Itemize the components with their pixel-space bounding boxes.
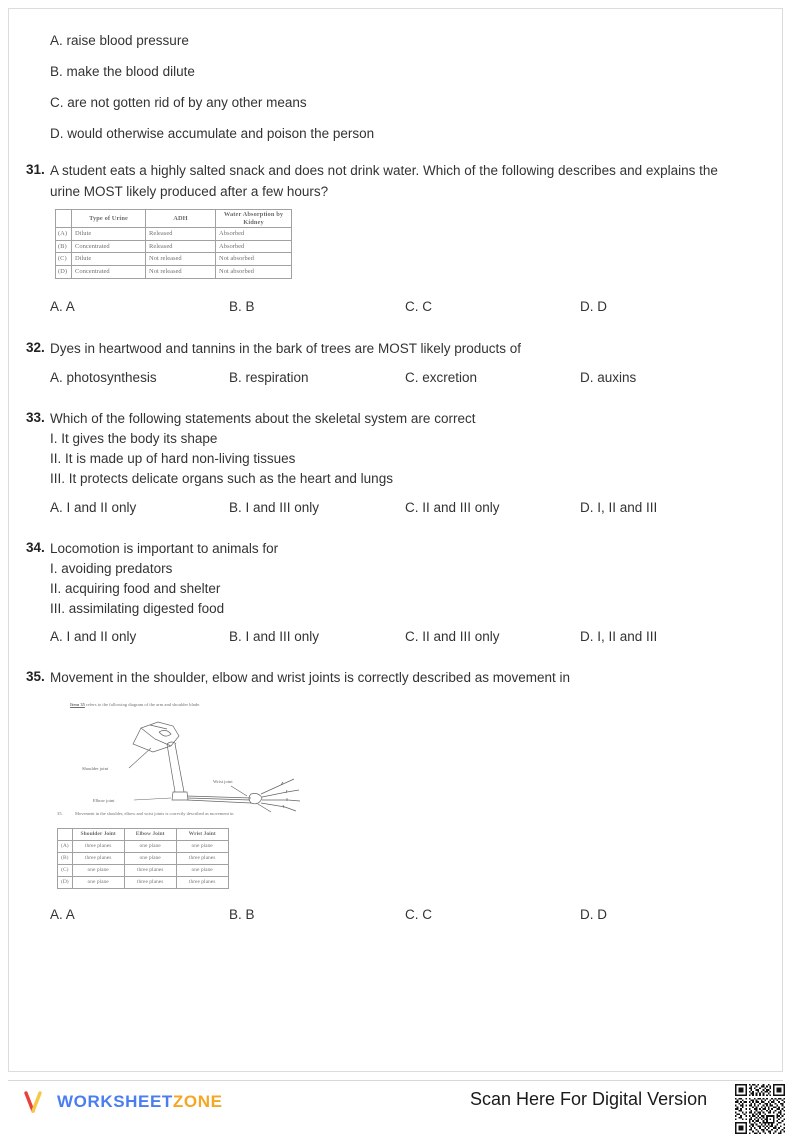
option-d[interactable]: D. I, II and III bbox=[580, 500, 658, 515]
option-a[interactable]: A. I and II only bbox=[50, 629, 137, 644]
option-a[interactable]: A. photosynthesis bbox=[50, 370, 157, 385]
option-b[interactable]: B. respiration bbox=[229, 370, 309, 385]
option-a[interactable]: A. A bbox=[50, 299, 75, 314]
cell-wrist: one plane bbox=[176, 865, 228, 877]
question-35-options bbox=[9, 904, 782, 926]
option-c[interactable]: C. II and III only bbox=[405, 500, 500, 515]
label-shoulder-joint: Shoulder joint bbox=[82, 766, 109, 771]
cell-adh: Released bbox=[146, 228, 216, 241]
question-34-statements bbox=[50, 559, 782, 619]
logo-mark-icon bbox=[24, 1090, 50, 1114]
scan-here-label: Scan Here For Digital Version bbox=[470, 1089, 708, 1109]
brand-secondary: ZONE bbox=[172, 1092, 223, 1111]
header-shoulder-joint: Shoulder Joint bbox=[72, 829, 124, 841]
carryover-option: B. make the blood dilute bbox=[50, 64, 195, 79]
question-number: 35. bbox=[26, 669, 45, 684]
header-water-absorption: Water Absorption by Kidney bbox=[216, 210, 292, 228]
cell-shoulder: three planes bbox=[72, 841, 124, 853]
question-34-options bbox=[9, 626, 782, 648]
cell-elbow: one plane bbox=[124, 841, 176, 853]
cell-adh: Not released bbox=[146, 253, 216, 266]
option-c[interactable]: C. II and III only bbox=[405, 629, 500, 644]
row-label: (D) bbox=[56, 265, 72, 278]
cell-type: Dilute bbox=[72, 228, 146, 241]
option-b[interactable]: B. I and III only bbox=[229, 629, 320, 644]
table-row bbox=[56, 240, 292, 253]
header-type-of-urine: Type of Urine bbox=[72, 210, 146, 228]
arm-skeleton-drawing bbox=[55, 706, 305, 816]
statement-i: I. It gives the body its shape bbox=[50, 431, 218, 446]
statement-ii: II. acquiring food and shelter bbox=[50, 581, 221, 596]
table-row bbox=[58, 865, 229, 877]
option-a[interactable]: A. I and II only bbox=[50, 500, 137, 515]
table-row bbox=[58, 877, 229, 889]
table-row bbox=[56, 228, 292, 241]
statement-ii: II. It is made up of hard non-living tissues bbox=[50, 451, 296, 466]
option-c[interactable]: C. excretion bbox=[405, 370, 478, 385]
statement-iii: III. assimilating digested food bbox=[50, 601, 225, 616]
cell-adh: Released bbox=[146, 240, 216, 253]
row-label: (C) bbox=[58, 865, 73, 877]
label-wrist-joint: Wrist joint bbox=[213, 779, 233, 784]
question-33 bbox=[9, 408, 782, 489]
question-31-options bbox=[9, 296, 782, 318]
question-number: 34. bbox=[26, 540, 45, 555]
option-d[interactable]: D. D bbox=[580, 907, 607, 922]
row-label: (A) bbox=[56, 228, 72, 241]
row-label: (A) bbox=[58, 841, 73, 853]
option-b[interactable]: B. I and III only bbox=[229, 500, 320, 515]
worksheetzone-logo[interactable] bbox=[24, 1089, 223, 1115]
cell-shoulder: three planes bbox=[72, 853, 124, 865]
cell-water: Absorbed bbox=[216, 228, 292, 241]
option-d[interactable]: D. D bbox=[580, 299, 607, 314]
question-33-options bbox=[9, 497, 782, 519]
header-adh: ADH bbox=[146, 210, 216, 228]
carryover-option: D. would otherwise accumulate and poison the person bbox=[50, 126, 375, 141]
question-text: Which of the following statements about the skeletal system are correct bbox=[50, 411, 476, 426]
question-text: Dyes in heartwood and tannins in the bark of trees are MOST likely products of bbox=[50, 341, 521, 356]
table-header-row bbox=[58, 829, 229, 841]
cell-elbow: one plane bbox=[124, 853, 176, 865]
header-blank bbox=[56, 210, 72, 228]
figure-caption-repeat-number: 35. bbox=[57, 811, 63, 816]
question-number: 32. bbox=[26, 340, 45, 355]
question-35 bbox=[9, 667, 782, 688]
cell-adh: Not released bbox=[146, 265, 216, 278]
option-d[interactable]: D. auxins bbox=[580, 370, 637, 385]
figure-caption-text: refers to the following diagram of the arm and shoulder blade. bbox=[86, 702, 201, 707]
question-text: Locomotion is important to animals for bbox=[50, 541, 279, 556]
table-row bbox=[58, 853, 229, 865]
table-row bbox=[56, 253, 292, 266]
table-row bbox=[56, 265, 292, 278]
cell-elbow: three planes bbox=[124, 877, 176, 889]
row-label: (B) bbox=[56, 240, 72, 253]
option-b[interactable]: B. B bbox=[229, 907, 255, 922]
cell-shoulder: one plane bbox=[72, 877, 124, 889]
figure-caption-repeat-text: Movement in the shoulder, elbow and wrist joints is correctly described as movement in bbox=[75, 811, 234, 816]
header-wrist-joint: Wrist Joint bbox=[176, 829, 228, 841]
question-31 bbox=[9, 160, 782, 202]
header-elbow-joint: Elbow Joint bbox=[124, 829, 176, 841]
cell-water: Not absorbed bbox=[216, 253, 292, 266]
cell-wrist: one plane bbox=[176, 841, 228, 853]
cell-type: Concentrated bbox=[72, 265, 146, 278]
table-row bbox=[58, 841, 229, 853]
question-33-statements bbox=[50, 429, 782, 489]
statement-iii: III. It protects delicate organs such as the heart and lungs bbox=[50, 471, 393, 486]
row-label: (C) bbox=[56, 253, 72, 266]
figure-caption-item: Item 35 bbox=[70, 702, 85, 707]
figure-caption-repeat bbox=[57, 811, 234, 816]
cell-elbow: three planes bbox=[124, 865, 176, 877]
urine-adh-table bbox=[55, 209, 292, 279]
cell-type: Concentrated bbox=[72, 240, 146, 253]
option-a[interactable]: A. A bbox=[50, 907, 75, 922]
question-34 bbox=[9, 538, 782, 619]
carryover-option-list bbox=[9, 31, 782, 144]
table-header-row bbox=[56, 210, 292, 228]
label-elbow-joint: Elbow joint bbox=[93, 798, 115, 803]
cell-water: Not absorbed bbox=[216, 265, 292, 278]
question-number: 33. bbox=[26, 410, 45, 425]
cell-wrist: three planes bbox=[176, 853, 228, 865]
option-c[interactable]: C. C bbox=[405, 299, 432, 314]
header-blank bbox=[58, 829, 73, 841]
carryover-option: C. are not gotten rid of by any other means bbox=[50, 95, 307, 110]
brand-wordmark bbox=[57, 1092, 223, 1112]
carryover-option: A. raise blood pressure bbox=[50, 33, 189, 48]
question-number: 31. bbox=[26, 162, 45, 177]
option-d[interactable]: D. I, II and III bbox=[580, 629, 658, 644]
cell-water: Absorbed bbox=[216, 240, 292, 253]
question-text: A student eats a highly salted snack and does not drink water. Which of the following describes and explains the urine MOST likely produced after a few hours? bbox=[50, 163, 718, 199]
brand-primary: WORKSHEET bbox=[57, 1092, 173, 1111]
worksheet-page bbox=[8, 8, 783, 1072]
joint-planes-table bbox=[57, 828, 229, 889]
question-text: Movement in the shoulder, elbow and wrist joints is correctly described as movement in bbox=[50, 670, 570, 685]
statement-i: I. avoiding predators bbox=[50, 561, 173, 576]
cell-type: Dilute bbox=[72, 253, 146, 266]
cell-shoulder: one plane bbox=[72, 865, 124, 877]
qr-code-icon[interactable] bbox=[735, 1084, 785, 1134]
option-b[interactable]: B. B bbox=[229, 299, 255, 314]
option-c[interactable]: C. C bbox=[405, 907, 432, 922]
cell-wrist: three planes bbox=[176, 877, 228, 889]
question-32 bbox=[9, 338, 782, 359]
row-label: (D) bbox=[58, 877, 73, 889]
question-32-options bbox=[9, 367, 782, 389]
row-label: (B) bbox=[58, 853, 73, 865]
